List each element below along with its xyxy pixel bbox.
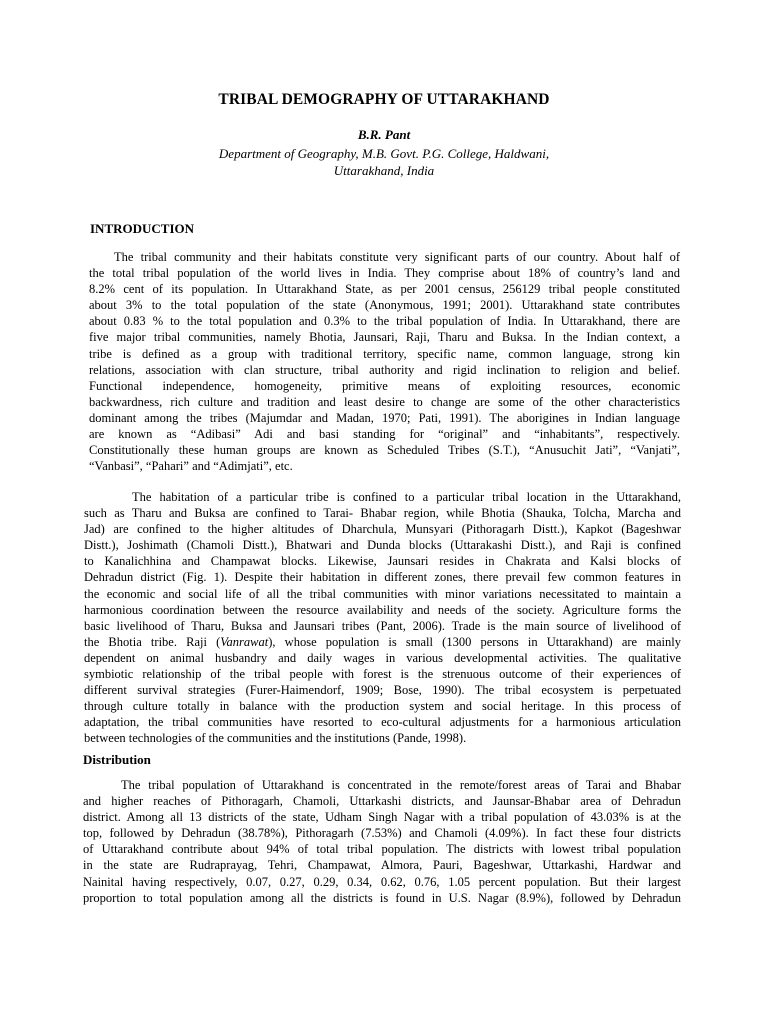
author-affiliation	[0, 145, 768, 179]
section-heading-distribution: Distribution	[83, 752, 151, 767]
text-line: top, followed by Dehradun (38.78%), Pithoragarh (7.53%) and Chamoli (4.09%). In fact these four districts	[83, 826, 681, 841]
text-line: about 0.83 % to the total population and 0.3% to the tribal population of India. In Uttarakhand, there are	[89, 314, 680, 329]
text-line: Distt.), Joshimath (Chamoli Distt.), Bhatwari and Dunda blocks (Uttarakashi Distt.), and Raji is confined	[84, 538, 681, 553]
text-line: Dehradun district (Fig. 1). Despite their habitation in different zones, there prevail few common features in	[84, 570, 681, 585]
text-line: basic livelihood of Tharu, Buksa and Jaunsari tribes (Pant, 2006). Trade is the main source of livelihood of	[84, 618, 681, 633]
text-line: the Bhotia tribe. Raji (Vanrawat), whose population is small (1300 persons in Uttarakhand) are mainly	[84, 634, 681, 649]
text-line: adaptation, the tribal communities have resorted to eco-cultural adjustments for a harmonious articulation	[84, 715, 681, 730]
text-line: 8.2% cent of its population. In Uttarakhand State, as per 2001 census, 256129 tribal people constituted	[89, 282, 680, 297]
paragraph-habitation	[84, 489, 681, 747]
text-line: “Vanbasi”, “Pahari” and “Adimjati”, etc.	[89, 459, 293, 474]
text-line: Constitutionally these human groups are known as Scheduled Tribes (S.T.), “Anusuchit Jati”, “Vanjati”,	[89, 443, 680, 458]
text-line: The tribal community and their habitats constitute very significant parts of our country. About half of	[114, 250, 680, 264]
text-line: harmonious coordination between the resource availability and needs of the society. Agriculture forms the	[84, 602, 681, 617]
text-line: different survival strategies (Furer-Haimendorf, 1909; Bose, 1990). The tribal ecosystem is perpetuated	[84, 683, 681, 698]
text-line: Functional independence, homogeneity, primitive means of exploiting resources, economic	[89, 378, 680, 393]
text-line: The tribal population of Uttarakhand is concentrated in the remote/forest areas of Tarai and Bhabar	[121, 778, 681, 792]
text-line: in the state are Rudraprayag, Tehri, Champawat, Almora, Pauri, Bageshwar, Uttarkashi, Hardwar and	[83, 858, 681, 873]
text-line: through culture totally in balance with the production system and social heritage. In this process of	[84, 699, 681, 714]
paragraph-introduction	[89, 249, 680, 474]
affiliation-line: Department of Geography, M.B. Govt. P.G. College, Haldwani,	[218, 146, 550, 161]
text-line: relations, association with clan structure, tribal authority and rigid inclination to religion and belief.	[89, 362, 680, 377]
text-line: such as Tharu and Buksa are confined to Tarai- Bhabar region, while Bhotia (Shauka, Tolcha, Marcha and	[84, 506, 681, 521]
text-line: and higher reaches of Pithoragarh, Chamoli, Uttarkashi districts, and Jaunsar-Bhabar area of Dehradun	[83, 794, 681, 809]
text-line: to Kanalichhina and Champawat blocks. Likewise, Jaunsari resides in Chakrata and Kalsi blocks of	[84, 554, 681, 569]
text-line: symbiotic relationship of the tribal people with forest is the strenuous outcome of their experiences of	[84, 667, 681, 682]
text-line: the total tribal population of the world lives in India. They comprise about 18% of country’s land and	[89, 266, 680, 281]
text-line: proportion to total population among all the districts is found in U.S. Nagar (8.9%), followed by Dehradun	[83, 890, 681, 905]
text-line: dominant among the tribes (Majumdar and Madan, 1970; Pati, 1991). The aborigines in Indian language	[89, 410, 680, 425]
text-line: Jad) are confined to the higher altitudes of Dharchula, Munsyari (Pithoragarh Distt.), Kapkot (Bageshwar	[84, 522, 681, 537]
text-line: tribe is defined as a group with traditional territory, specific name, common language, strong kin	[89, 346, 680, 361]
author-name: B.R. Pant	[357, 127, 411, 142]
text-line: are known as “Adibasi” Adi and basi standing for “original” and “inhabitants”, respectively.	[89, 427, 680, 442]
text-line: backwardness, rich culture and tradition and least desire to change are some of the other characteristics	[89, 394, 680, 409]
affiliation-line: Uttarakhand, India	[333, 163, 435, 178]
text-line: between technologies of the communities and the institutions (Pande, 1998).	[84, 731, 467, 746]
text-line: of Uttarakhand contribute about 94% of total tribal population. The districts with lowest tribal population	[83, 842, 681, 857]
text-line: dependent on animal husbandry and daily wages in various developmental activities. The qualitative	[84, 650, 681, 665]
text-line: Nainital having respectively, 0.07, 0.27, 0.29, 0.34, 0.62, 0.76, 1.05 percent population. But their largest	[83, 874, 681, 889]
section-heading-introduction: INTRODUCTION	[90, 221, 195, 236]
text-line: five major tribal communities, namely Bhotia, Jaunsari, Raji, Tharu and Buksa. In the Indian context, a	[89, 330, 680, 345]
text-line: about 3% to the total population of the state (Anonymous, 1991; 2001). Uttarakhand state contributes	[89, 298, 680, 313]
text-line: district. Among all 13 districts of the state, Udham Singh Nagar with a tribal population of 43.03% is at the	[83, 810, 681, 825]
text-line: The habitation of a particular tribe is confined to a particular tribal location in the Uttarakhand,	[132, 490, 681, 504]
paper-title: TRIBAL DEMOGRAPHY OF UTTARAKHAND	[218, 91, 550, 108]
text-line: the economic and social life of all the tribal communities with minor variations necessitated to maintain a	[84, 586, 681, 601]
paragraph-distribution	[83, 777, 681, 906]
